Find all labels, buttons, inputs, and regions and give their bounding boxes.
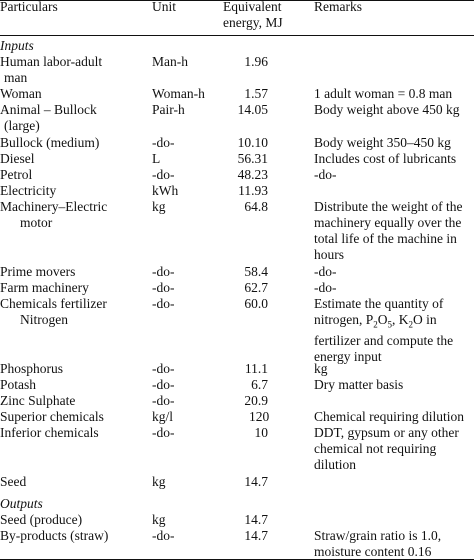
header-rule (0, 35, 474, 36)
row-particular: Inferior chemicals (0, 425, 99, 440)
section-outputs: Outputs (0, 496, 43, 511)
remark-line: energy input (314, 348, 382, 364)
row-energy: 1.96 (244, 54, 268, 69)
row-unit: -do- (152, 296, 175, 311)
row-particular: Prime movers (0, 264, 76, 279)
row-particular-cont: man (4, 70, 28, 85)
header-unit: Unit (152, 0, 177, 14)
row-energy: 58.4 (244, 264, 268, 279)
row-particular: Electricity (0, 183, 57, 198)
row-energy: 10 (254, 425, 268, 440)
row-particular-cont: Nitrogen (20, 312, 68, 327)
row-remark: kg (314, 361, 328, 376)
row-unit: L (152, 151, 161, 166)
row-particular: Diesel (0, 151, 35, 166)
row-remark: -do- (314, 280, 337, 295)
row-remark: DDT, gypsum or any other chemical not requiring dilution (314, 425, 459, 472)
row-unit: Man-h (152, 54, 188, 69)
row-particular: Zinc Sulphate (0, 393, 76, 408)
row-unit: -do- (152, 377, 175, 392)
row-unit: kg (152, 199, 166, 214)
row-remark: Dry matter basis (314, 377, 404, 392)
row-particular: Chemicals fertilizer (0, 296, 107, 311)
header-energy (223, 0, 313, 31)
row-remark: Body weight above 450 kg (314, 102, 460, 117)
row-remark (314, 528, 474, 560)
row-energy: 10.10 (237, 135, 268, 150)
row-remark: Includes cost of lubricants (314, 151, 457, 166)
header-energy-line2: energy, MJ (223, 15, 283, 30)
row-energy: 20.9 (244, 393, 268, 408)
row-particular: Bullock (medium) (0, 135, 100, 150)
row-particular: Petrol (0, 167, 33, 182)
remark-line: moisture content 0.16 (314, 544, 432, 559)
row-unit: Pair-h (152, 102, 185, 117)
row-particular: Seed (produce) (0, 512, 83, 527)
row-unit: -do- (152, 393, 175, 408)
row-energy: 11.93 (238, 183, 268, 198)
row-particular: Seed (0, 474, 27, 489)
row-energy: 48.23 (237, 167, 268, 182)
row-unit: -do- (152, 135, 175, 150)
row-unit: -do- (152, 167, 175, 182)
row-remark: -do- (314, 264, 337, 279)
remark-line-formula: nitrogen, $P_2O_5$, $K_2O$ in (314, 312, 437, 330)
row-energy: 60.0 (244, 296, 268, 311)
row-energy: 62.7 (244, 280, 268, 295)
row-energy: 14.05 (237, 102, 268, 117)
row-unit: kWh (152, 183, 179, 198)
row-particular: Woman (0, 86, 42, 101)
row-unit: kg (152, 512, 166, 527)
row-particular: Potash (0, 377, 37, 392)
row-particular: Human labor-adult (0, 54, 103, 69)
row-unit: -do- (152, 425, 175, 440)
row-remark: Body weight 350–450 kg (314, 135, 451, 150)
row-particular: Animal – Bullock (0, 102, 97, 117)
row-particular: Machinery–Electric (0, 199, 108, 214)
header-energy-line1: Equivalent (223, 0, 282, 14)
row-energy: 14.7 (244, 512, 268, 527)
row-remark: -do- (314, 167, 337, 182)
row-energy: 120 (249, 409, 270, 424)
row-remark-nitrogen (314, 296, 474, 365)
row-energy: 1.57 (244, 86, 268, 101)
row-unit: Woman-h (152, 86, 205, 101)
row-particular-cont: (large) (4, 118, 40, 133)
row-unit: -do- (152, 528, 175, 543)
row-particular: Farm machinery (0, 280, 89, 295)
row-energy: 14.7 (244, 474, 268, 489)
remark-line: fertilizer and compute the (314, 332, 454, 348)
row-energy: 6.7 (251, 377, 268, 392)
row-remark: Chemical requiring dilution (314, 409, 464, 424)
header-remarks: Remarks (314, 0, 362, 14)
row-unit: kg/l (152, 409, 174, 424)
remark-line: Estimate the quantity of (314, 296, 444, 311)
row-unit: -do- (152, 361, 175, 376)
header-particulars: Particulars (0, 0, 58, 14)
remark-line: Straw/grain ratio is 1.0, (314, 528, 442, 543)
row-energy: 14.7 (244, 528, 268, 543)
row-remark: 1 adult woman = 0.8 man (314, 86, 453, 101)
row-unit: kg (152, 474, 166, 489)
row-particular: Superior chemicals (0, 409, 104, 424)
row-remark: Distribute the weight of the machinery equally over the total life of the machine in hours (314, 199, 463, 262)
row-energy: 11.1 (244, 361, 268, 376)
row-particular: Phosphorus (0, 361, 64, 376)
section-inputs: Inputs (0, 38, 34, 53)
row-unit: -do- (152, 264, 175, 279)
row-unit: -do- (152, 280, 175, 295)
row-particular: By-products (straw) (0, 528, 109, 543)
row-energy: 56.31 (237, 151, 268, 166)
row-energy: 64.8 (244, 199, 268, 214)
row-particular-cont: motor (20, 215, 53, 230)
